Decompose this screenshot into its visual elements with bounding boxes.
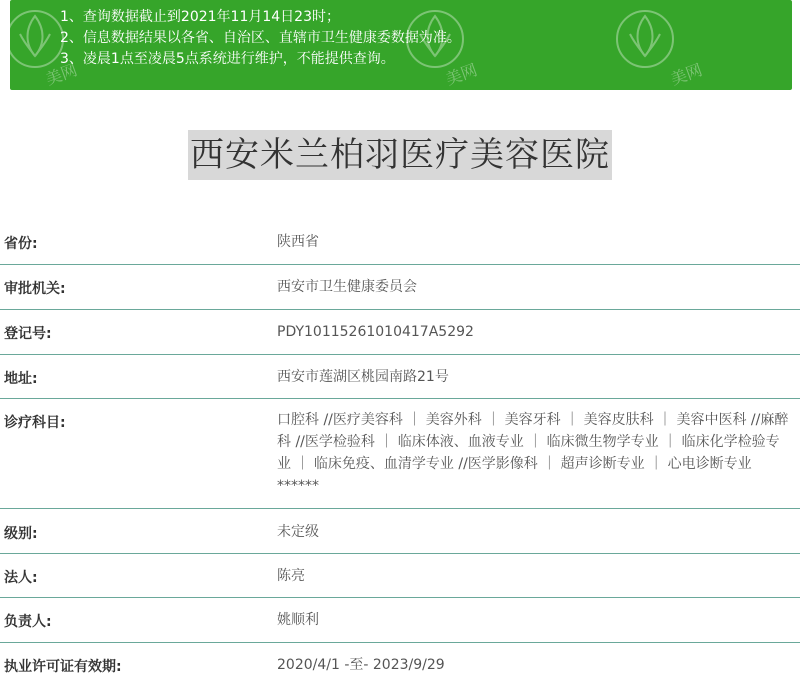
watermark-text: 美网 [443, 60, 480, 89]
watermark-text: 美网 [668, 60, 705, 89]
row-value: 西安市莲湖区桃园南路21号 [277, 369, 449, 385]
info-table [0, 220, 800, 683]
table-row [0, 643, 800, 683]
watermark-text: 美网 [43, 60, 80, 89]
row-value: 2020/4/1 -至- 2023/9/29 [277, 657, 445, 673]
row-label: 法人: [4, 570, 38, 586]
row-label: 负责人: [4, 614, 52, 630]
row-value: 未定级 [277, 524, 319, 540]
row-value: PDY10115261010417A5292 [277, 324, 474, 340]
page-title: 西安米兰柏羽医疗美容医院 [188, 130, 612, 180]
row-label: 执业许可证有效期: [4, 659, 122, 675]
row-value: 陈亮 [277, 568, 305, 584]
row-label: 地址: [4, 371, 38, 387]
row-value: 姚顺利 [277, 612, 319, 628]
row-label: 诊疗科目: [4, 415, 66, 431]
notice-banner [10, 0, 792, 90]
row-label: 登记号: [4, 326, 52, 342]
notice-line: 2、信息数据结果以各省、自治区、直辖市卫生健康委数据为准。 [60, 30, 461, 46]
table-row [0, 554, 800, 598]
row-label: 省份: [4, 236, 38, 252]
row-value: 口腔科 //医疗美容科 ｜ 美容外科 ｜ 美容牙科 ｜ 美容皮肤科 ｜ 美容中医科 //麻醉科 //医学检验科 ｜ 临床体液、血液专业 ｜ 临床微生物学专业 ｜ 临床化学检验专业 ｜ 临床免疫、血清学专业 //医学影像科 ｜ 超声诊断专业 ｜ 心电诊断专业****** [277, 412, 789, 494]
row-value: 陕西省 [277, 234, 319, 250]
table-row [0, 355, 800, 399]
table-row [0, 509, 800, 554]
row-value: 西安市卫生健康委员会 [277, 279, 417, 295]
table-row [0, 399, 800, 509]
notice-line: 3、凌晨1点至凌晨5点系统进行维护，不能提供查询。 [60, 51, 395, 67]
row-label: 审批机关: [4, 281, 66, 297]
table-row [0, 598, 800, 643]
table-row [0, 310, 800, 355]
notice-line: 1、查询数据截止到2021年11月14日23时； [60, 9, 340, 25]
table-row [0, 220, 800, 265]
title-container [0, 130, 800, 180]
table-row [0, 265, 800, 310]
row-label: 级别: [4, 526, 38, 542]
